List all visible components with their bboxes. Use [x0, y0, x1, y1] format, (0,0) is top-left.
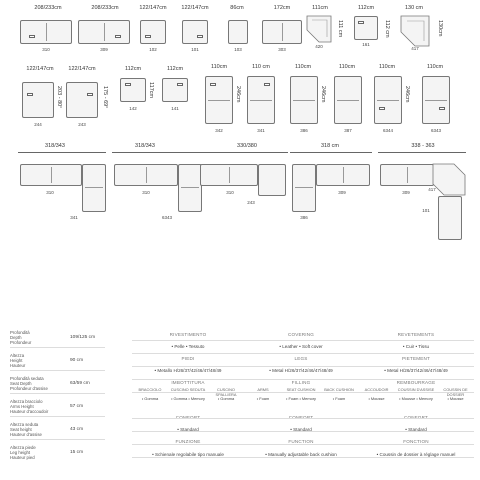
filling-sub-value: • Mousse • Memory [399, 396, 433, 401]
module-depth-label: 203 - 80° [56, 86, 62, 109]
composition-code: 309 [402, 190, 410, 195]
module-code: 142 [129, 106, 137, 111]
module-depth-label: 130cm [437, 20, 443, 37]
module-width-label: 110cm [426, 64, 444, 70]
module-width-label: 172cm [273, 5, 291, 11]
function-heading: FUNZIONE [175, 439, 201, 444]
module-6343-plan [422, 76, 450, 124]
module-417-plan [400, 15, 430, 47]
spec-row [10, 330, 110, 345]
module-width-label: 122/147cm [68, 66, 96, 72]
composition-code: 6343 [161, 215, 172, 220]
legs-heading: PIETEMENT [401, 356, 431, 361]
filling-sub-value: • Foam • Memory [286, 396, 316, 401]
module-309-plan [78, 20, 130, 44]
filling-sub-value: • Mousse [447, 396, 464, 401]
materials-column-it [132, 332, 244, 457]
filling-heading: FILLING [291, 380, 311, 385]
module-141-plan [162, 78, 188, 102]
composition-4-chaise [292, 164, 316, 212]
module-387-plan [334, 76, 362, 124]
spec-row [10, 422, 110, 437]
spec-value: 43 cm [70, 427, 84, 432]
composition-code: 243 [247, 200, 255, 205]
spec-label-it: Altezza seduta [10, 422, 39, 427]
module-303-plan [262, 20, 302, 44]
module-6344-plan [374, 76, 402, 124]
materials-column-fr [358, 332, 474, 457]
filling-sub-value: • Gomma • Memory [171, 396, 205, 401]
spec-label-en: Seat Depth [10, 381, 32, 386]
composition-1-chaise [82, 164, 106, 212]
comfort-heading: COMFORT [288, 415, 314, 420]
spec-label-en: Arms Height [10, 404, 34, 409]
module-103-plan [228, 20, 248, 44]
spec-value: 15 cm [70, 450, 84, 455]
filling-sub-label: COUSSIN D'ASSISE [397, 387, 435, 392]
module-width-label: 112cm [357, 5, 375, 11]
filling-sub-value: • Foam [256, 396, 270, 401]
covering-value: • Cuir • Tissu [402, 344, 430, 349]
module-width-label: 86cm [230, 5, 244, 11]
spec-label-fr: Hauteur d'assise [10, 432, 42, 437]
module-code: 309 [100, 47, 108, 52]
module-width-label: 112cm [166, 66, 184, 72]
covering-value: • Pelle • Tessuto [171, 344, 205, 349]
spec-label-fr: Profondeur d'assise [10, 386, 48, 391]
comfort-value: • Standard [177, 427, 199, 432]
module-420-plan [306, 15, 332, 43]
composition-width-label: 330/380 [237, 143, 257, 149]
filling-heading: IMBOTTITURA [171, 380, 205, 385]
composition-4-sofa [316, 164, 370, 186]
spec-label-it: Altezza piede [10, 445, 36, 450]
spec-row [10, 376, 110, 391]
module-code: 103 [234, 47, 242, 52]
module-code: 386 [300, 128, 308, 133]
module-code: 310 [42, 47, 50, 52]
module-101-plan [182, 20, 208, 44]
filling-sub-label: CUSCINO SEDUTA [170, 387, 206, 392]
module-341-plan [247, 76, 275, 124]
spec-label-fr: Profondeur [10, 340, 32, 345]
comfort-heading: CONFORT [403, 415, 429, 420]
spec-row [10, 445, 110, 460]
composition-code: 101 [422, 208, 430, 213]
module-code: 341 [257, 128, 265, 133]
composition-3-sofa [200, 164, 258, 186]
filling-sub-label: BACK CUSHION [324, 387, 354, 392]
filling-sub-label: BRACCIOLO [138, 387, 162, 392]
legs-heading: LEGS [294, 356, 308, 361]
function-value: • Manually adjustable back cushion [265, 452, 337, 457]
module-width-label: 122/147cm [139, 5, 167, 11]
legs-value: • Metal H/26/37/42/46/47/48/49 [269, 368, 333, 373]
module-code: 387 [344, 128, 352, 133]
composition-1-sofa [20, 164, 82, 186]
module-code: 6343 [430, 128, 441, 133]
legs-value: • Metal H/26/37/42/46/47/48/49 [384, 368, 448, 373]
materials-column-en [245, 332, 357, 457]
filling-sub-value: • Foam [332, 396, 346, 401]
module-244-plan [22, 82, 54, 118]
composition-code: 310 [46, 190, 54, 195]
composition-5-sofa [380, 164, 434, 186]
module-code: 101 [191, 47, 199, 52]
module-102-plan [140, 20, 166, 44]
spec-row [10, 399, 110, 414]
filling-sub-value: • Gomma [217, 396, 235, 401]
composition-width-label: 338 - 363 [411, 143, 435, 149]
composition-code: 417 [428, 187, 436, 192]
spec-label-en: Leg height [10, 450, 31, 455]
module-width-label: 112cm [124, 66, 142, 72]
module-code: 420 [315, 44, 323, 49]
module-depth-label: 246cm [235, 86, 241, 103]
spec-value: 57 cm [70, 404, 84, 409]
module-code: 243 [78, 122, 86, 127]
composition-2-chaise [178, 164, 202, 212]
spec-label-it: Profondità seduta [10, 376, 44, 381]
covering-heading: RIVESTIMENTO [169, 332, 207, 337]
module-386-plan [290, 76, 318, 124]
module-code: 6344 [382, 128, 393, 133]
filling-sub-label: CUSCINO SPALLIERA [215, 387, 237, 397]
composition-code: 386 [300, 215, 308, 220]
composition-code: 309 [338, 190, 346, 195]
spec-label-it: Profondità [10, 330, 30, 335]
filling-sub-label: SEAT CUSHION [286, 387, 316, 392]
filling-sub-label: COUSSIN DE DOSSIER [443, 387, 468, 397]
spec-row [10, 353, 110, 368]
legs-heading: PIEDI [181, 356, 195, 361]
comfort-value: • Standard [405, 427, 427, 432]
module-depth-label: 246cm [404, 86, 410, 103]
function-heading: FUNCTION [288, 439, 314, 444]
legs-value: • Metallo H/26/37/42/46/47/48/49 [154, 368, 222, 373]
module-width-label: 208/233cm [91, 5, 119, 11]
module-depth-label: 111 cm [337, 20, 343, 38]
module-width-label: 110cm [338, 64, 356, 70]
covering-value: • Leather • Soft cover [279, 344, 323, 349]
spec-label-fr: Hauteur [10, 363, 26, 368]
spec-label-fr: Hauteur d'accoudoir [10, 409, 49, 414]
filling-heading: REMBOURRAGE [396, 380, 436, 385]
module-width-label: 110cm [294, 64, 312, 70]
spec-label-en: Height [10, 358, 23, 363]
spec-label-fr: Hauteur pied [10, 455, 35, 460]
composition-3-chaise [258, 164, 286, 196]
spec-value: 109/125 cm [70, 335, 96, 340]
spec-value: 90 cm [70, 358, 84, 363]
composition-code: 341 [70, 215, 78, 220]
module-depth-label: 117cm [148, 82, 154, 99]
filling-sub-value: • Gomma [141, 396, 159, 401]
module-code: 244 [34, 122, 42, 127]
module-243-plan [66, 82, 98, 118]
module-width-label: 122/147cm [181, 5, 209, 11]
spec-label-en: Depth [10, 335, 22, 340]
module-width-label: 122/147cm [26, 66, 54, 72]
filling-sub-value: • Mousse [368, 396, 385, 401]
module-161-plan [354, 16, 378, 40]
module-width-label: 110 cm [252, 64, 270, 70]
comfort-heading: COMFORT [175, 415, 201, 420]
module-width-label: 208/233cm [34, 5, 62, 11]
module-depth-label: 246cm [320, 86, 326, 103]
module-width-label: 110cm [378, 64, 396, 70]
module-width-label: 111cm [312, 5, 328, 11]
module-code: 303 [278, 47, 286, 52]
composition-width-label: 318/343 [45, 143, 65, 149]
module-code: 102 [149, 47, 157, 52]
composition-code: 310 [226, 190, 234, 195]
module-code: 342 [215, 128, 223, 133]
composition-code: 310 [142, 190, 150, 195]
function-value: • Coussin de dossier à réglage manuel [376, 452, 456, 457]
covering-heading: REVETEMENTS [397, 332, 435, 337]
module-code: 417 [411, 46, 419, 51]
filling-sub-label: ARMS [257, 387, 269, 392]
function-heading: FONCTION [403, 439, 429, 444]
composition-2-sofa [114, 164, 178, 186]
composition-width-label: 318 cm [320, 143, 340, 149]
module-width-label: 130 cm [404, 5, 424, 11]
composition-5-end [438, 196, 462, 240]
module-342-plan [205, 76, 233, 124]
filling-sub-label: ACCOUDOIR [364, 387, 389, 392]
module-width-label: 110cm [210, 64, 228, 70]
spec-label-it: Altezza [10, 353, 25, 358]
function-value: • Schienale regolabile tipo manuale [152, 452, 224, 457]
module-142-plan [120, 78, 146, 102]
module-code: 141 [171, 106, 179, 111]
comfort-value: • Standard [290, 427, 312, 432]
spec-label-it: Altezza bracciolo [10, 399, 43, 404]
spec-value: 63/59 cm [70, 381, 90, 386]
spec-label-en: Seat height [10, 427, 32, 432]
module-depth-label: 175 - 69° [102, 86, 108, 109]
composition-width-label: 318/343 [135, 143, 155, 149]
module-code: 161 [362, 42, 370, 47]
module-depth-label: 112 cm [384, 20, 390, 38]
module-310-plan [20, 20, 72, 44]
covering-heading: COVERING [287, 332, 315, 337]
